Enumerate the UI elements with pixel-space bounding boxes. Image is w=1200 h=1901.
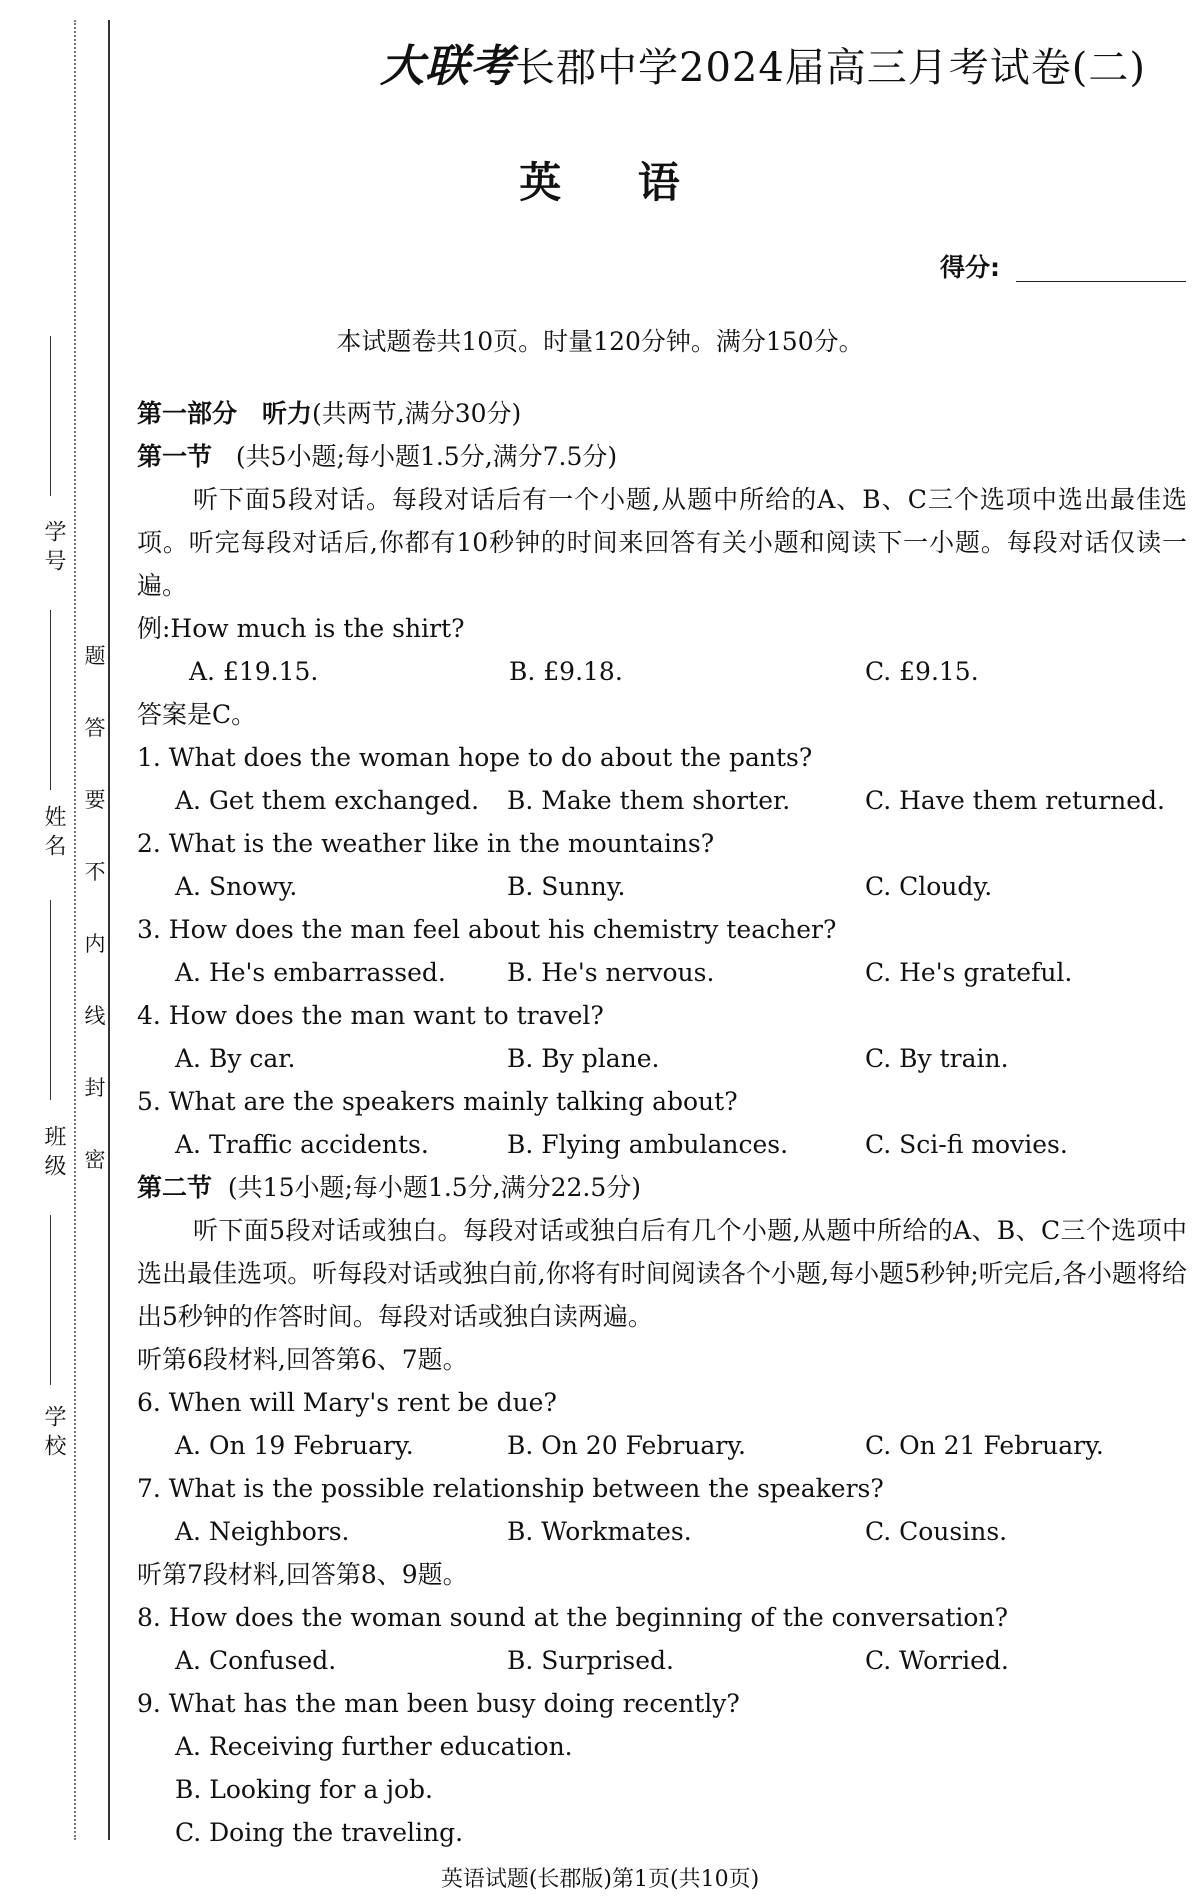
field-line-name	[50, 610, 51, 790]
seal-char: 线	[84, 1004, 106, 1028]
field-label-name: 姓 名	[41, 805, 66, 856]
seal-char: 不	[84, 860, 106, 884]
option-a: A. Receiving further education.	[175, 1732, 573, 1761]
option-b: B. On 20 February.	[507, 1431, 747, 1460]
section1-instructions: 听下面5段对话。每段对话后有一个小题,从题中所给的A、B、C三个选项中选出最佳选项。听完每段对话后,你都有10秒钟的时间来回答有关小题和阅读下一小题。每段对话仅读一遍。	[137, 485, 1187, 600]
option-c: C. Doing the traveling.	[175, 1818, 464, 1847]
section2-title: 第二节	[137, 1173, 213, 1202]
question-3: 3. How does the man feel about his chemistry teacher?	[137, 915, 837, 944]
material-6-note: 听第6段材料,回答第6、7题。	[137, 1345, 468, 1374]
field-label-school: 学 校	[41, 1405, 66, 1456]
exam-content	[137, 392, 1187, 1854]
example-option-b: B. £9.18.	[509, 657, 623, 686]
question-2: 2. What is the weather like in the mountains?	[137, 829, 715, 858]
option-a: A. Neighbors.	[175, 1517, 350, 1546]
seal-char: 封	[84, 1076, 106, 1100]
material-7-note: 听第7段材料,回答第8、9题。	[137, 1560, 468, 1589]
option-c: C. Have them returned.	[865, 786, 1165, 815]
example-answer: 答案是C。	[137, 700, 257, 729]
section2-note: (共15小题;每小题1.5分,满分22.5分)	[227, 1173, 642, 1202]
question-1-options	[137, 779, 1187, 822]
option-a: A. He's embarrassed.	[175, 958, 446, 987]
subject-title: 英 语	[519, 158, 681, 207]
exam-info: 本试题卷共10页。时量120分钟。满分150分。	[336, 327, 864, 356]
question-8: 8. How does the woman sound at the beginning of the conversation?	[137, 1603, 1008, 1632]
example-question: 例:How much is the shirt?	[137, 614, 465, 643]
example-option-a: A. £19.15.	[189, 657, 319, 686]
option-b: B. Looking for a job.	[175, 1775, 433, 1804]
option-b: B. By plane.	[507, 1044, 660, 1073]
option-c: C. Cousins.	[865, 1517, 1008, 1546]
question-9: 9. What has the man been busy doing recently?	[137, 1689, 740, 1718]
field-label-student-id: 学 号	[41, 520, 66, 571]
option-c: C. Sci-fi movies.	[865, 1130, 1068, 1159]
question-5-options	[137, 1123, 1187, 1166]
option-a: A. By car.	[175, 1044, 296, 1073]
brand-logo: 大联考	[380, 41, 515, 92]
question-8-options	[137, 1639, 1187, 1682]
option-c: C. On 21 February.	[865, 1431, 1104, 1460]
field-line-class	[50, 900, 51, 1100]
part1-heading	[137, 392, 1187, 435]
question-6-options	[137, 1424, 1187, 1467]
option-c: C. He's grateful.	[865, 958, 1073, 987]
section1-note: (共5小题;每小题1.5分,满分7.5分)	[235, 442, 618, 471]
question-6: 6. When will Mary's rent be due?	[137, 1388, 557, 1417]
option-b: B. Sunny.	[507, 872, 626, 901]
seal-char: 密	[84, 1148, 106, 1172]
question-7-options	[137, 1510, 1187, 1553]
section2-heading	[137, 1166, 1187, 1209]
seal-char: 要	[84, 788, 106, 812]
option-a: A. On 19 February.	[175, 1431, 414, 1460]
question-4-options	[137, 1037, 1187, 1080]
option-a: A. Snowy.	[175, 872, 298, 901]
page-footer: 英语试题(长郡版)第1页(共10页)	[440, 1867, 760, 1892]
part1-note: (共两节,满分30分)	[312, 399, 522, 428]
example-option-c: C. £9.15.	[865, 657, 979, 686]
exam-title-text: 长郡中学2024届高三月考试卷(二)	[515, 45, 1147, 91]
score-label: 得分:	[940, 253, 1000, 282]
score-blank[interactable]	[1016, 281, 1186, 282]
option-c: C. Cloudy.	[865, 872, 993, 901]
option-c: C. Worried.	[865, 1646, 1009, 1675]
question-2-options	[137, 865, 1187, 908]
seal-char: 答	[84, 716, 106, 740]
option-b: B. He's nervous.	[507, 958, 715, 987]
option-b: B. Flying ambulances.	[507, 1130, 789, 1159]
seal-char: 题	[84, 644, 106, 668]
question-3-options	[137, 951, 1187, 994]
option-a: A. Get them exchanged.	[175, 786, 480, 815]
field-label-class: 班 级	[41, 1125, 66, 1176]
option-a: A. Traffic accidents.	[175, 1130, 429, 1159]
option-a: A. Confused.	[175, 1646, 337, 1675]
section1-heading	[137, 435, 1187, 478]
section1-title: 第一节	[137, 442, 213, 471]
option-b: B. Surprised.	[507, 1646, 674, 1675]
cut-line	[74, 20, 76, 1840]
question-1: 1. What does the woman hope to do about the pants?	[137, 743, 813, 772]
part1-title: 第一部分 听力	[137, 399, 313, 428]
question-5: 5. What are the speakers mainly talking about?	[137, 1087, 738, 1116]
question-7: 7. What is the possible relationship between the speakers?	[137, 1474, 884, 1503]
section2-instructions: 听下面5段对话或独白。每段对话或独白后有几个小题,从题中所给的A、B、C三个选项中选出最佳选项。听每段对话或独白前,你将有时间阅读各个小题,每小题5秒钟;听完后,各小题将给出5秒钟的作答时间。每段对话或独白读两遍。	[137, 1216, 1187, 1331]
option-b: B. Workmates.	[507, 1517, 692, 1546]
example-options	[137, 650, 1187, 693]
option-c: C. By train.	[865, 1044, 1009, 1073]
question-4: 4. How does the man want to travel?	[137, 1001, 604, 1030]
field-line-school	[50, 1215, 51, 1385]
field-line-student-id	[50, 336, 51, 496]
exam-title	[380, 30, 1146, 94]
seal-char: 内	[84, 932, 106, 956]
option-b: B. Make them shorter.	[507, 786, 791, 815]
binding-line	[108, 20, 110, 1840]
